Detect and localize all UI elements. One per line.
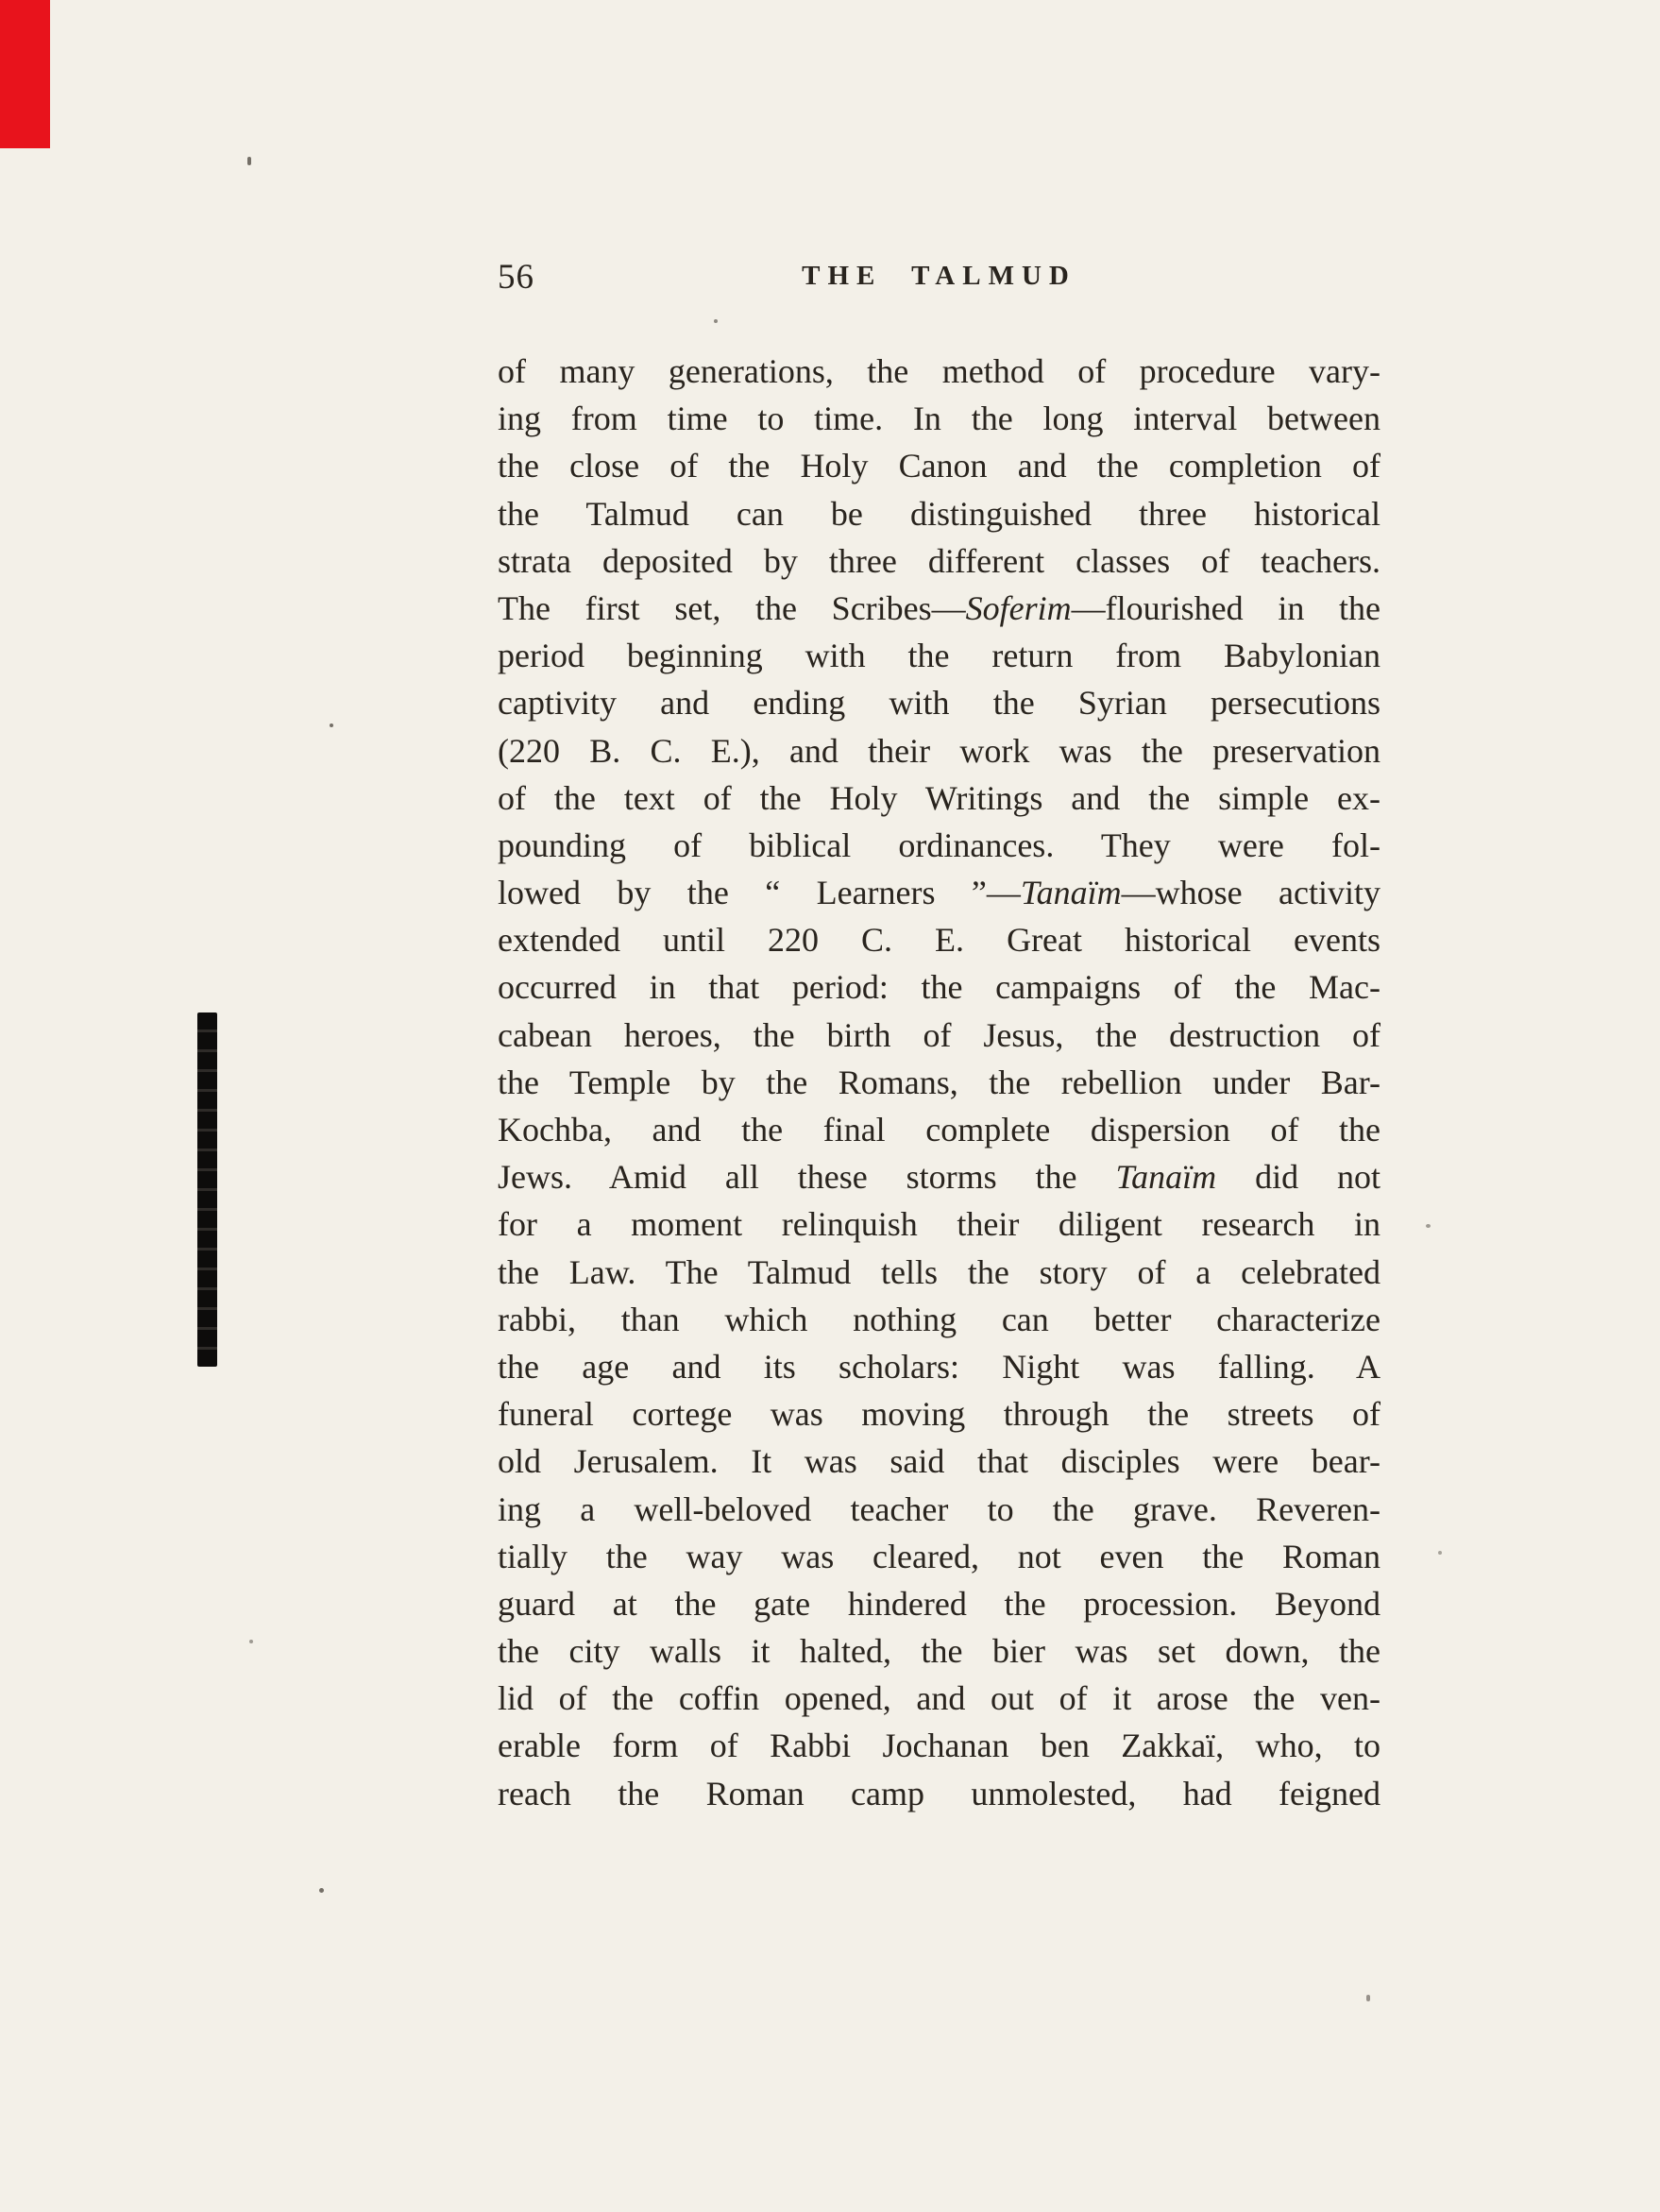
text-line: [498, 679, 1381, 726]
text-line: [498, 348, 1381, 395]
text-line: [498, 1438, 1381, 1485]
text-segment: for a moment relinquish their diligent research in: [498, 1205, 1381, 1244]
text-segment: occurred in that period: the campaigns of the Mac-: [498, 968, 1381, 1007]
text-segment: did not: [1216, 1158, 1381, 1197]
text-line: [498, 1059, 1381, 1106]
text-line: [498, 1675, 1381, 1722]
text-line: [498, 395, 1381, 442]
text-segment: the close of the Holy Canon and the completion of: [498, 447, 1381, 485]
text-line: [498, 1390, 1381, 1438]
text-line: [498, 869, 1381, 916]
text-line: [498, 1153, 1381, 1200]
text-line: [498, 916, 1381, 963]
running-head-title: THE TALMUD: [802, 261, 1076, 291]
scan-speck: [1366, 1995, 1370, 2001]
italic-text-segment: Tanaïm: [1020, 874, 1122, 912]
text-line: [498, 1296, 1381, 1343]
black-mark-scan-artifact: [197, 1012, 217, 1367]
text-segment: ing from time to time. In the long interval between: [498, 400, 1381, 438]
text-line: [498, 490, 1381, 537]
text-line: [498, 727, 1381, 774]
text-segment: erable form of Rabbi Jochanan ben Zakkaï, who, to: [498, 1727, 1381, 1765]
text-line: [498, 442, 1381, 489]
text-line: [498, 1580, 1381, 1627]
italic-text-segment: Tanaïm: [1115, 1158, 1217, 1197]
text-segment: captivity and ending with the Syrian persecutions: [498, 684, 1381, 723]
text-segment: Kochba, and the final complete dispersion of the: [498, 1111, 1381, 1149]
text-line: [498, 1200, 1381, 1248]
text-segment: extended until 220 C. E. Great historical events: [498, 921, 1381, 960]
text-segment: lowed by the “ Learners ”—: [498, 874, 1021, 912]
text-segment: the city walls it halted, the bier was set down, the: [498, 1632, 1381, 1671]
text-line: [498, 822, 1381, 869]
running-head-row: [498, 257, 1381, 302]
text-segment: strata deposited by three different classes of teachers.: [498, 541, 1381, 580]
text-segment: the Law. The Talmud tells the story of a celebrated: [498, 1252, 1381, 1291]
text-segment: —flourished in the: [1071, 588, 1381, 627]
text-segment: the age and its scholars: Night was falling. A: [498, 1347, 1381, 1386]
scan-speck: [714, 319, 718, 323]
text-segment: cabean heroes, the birth of Jesus, the destruction of: [498, 1015, 1381, 1054]
red-stripe-scan-artifact: [0, 0, 50, 148]
text-line: [498, 585, 1381, 632]
text-segment: guard at the gate hindered the procession. Beyond: [498, 1584, 1381, 1623]
text-line: [498, 774, 1381, 822]
scan-speck: [330, 723, 333, 727]
text-segment: the Talmud can be distinguished three historical: [498, 494, 1381, 533]
text-line: [498, 1533, 1381, 1580]
text-line: [498, 537, 1381, 585]
text-segment: of many generations, the method of procedure vary-: [498, 352, 1381, 390]
text-line: [498, 1722, 1381, 1769]
text-segment: Jews. Amid all these storms the: [498, 1158, 1116, 1197]
text-segment: funeral cortege was moving through the streets of: [498, 1395, 1381, 1434]
text-segment: (220 B. C. E.), and their work was the preservation: [498, 731, 1381, 770]
text-line: [498, 1012, 1381, 1059]
italic-text-segment: Soferim: [965, 588, 1072, 627]
text-segment: reach the Roman camp unmolested, had feigned: [498, 1774, 1381, 1812]
scan-speck: [1426, 1224, 1431, 1228]
text-line: [498, 1249, 1381, 1296]
text-line: [498, 632, 1381, 679]
page-number: 56: [498, 258, 534, 297]
text-line: [498, 1627, 1381, 1675]
scan-speck: [319, 1888, 324, 1893]
text-line: [498, 1343, 1381, 1390]
text-segment: pounding of biblical ordinances. They were fol-: [498, 825, 1381, 864]
text-segment: of the text of the Holy Writings and the simple ex-: [498, 778, 1381, 817]
text-line: [498, 1770, 1381, 1817]
text-segment: —whose activity: [1121, 874, 1381, 912]
text-segment: tially the way was cleared, not even the Roman: [498, 1537, 1381, 1575]
text-segment: old Jerusalem. It was said that disciples were bear-: [498, 1442, 1381, 1481]
text-segment: rabbi, than which nothing can better characterize: [498, 1300, 1381, 1338]
scan-speck: [1438, 1551, 1442, 1555]
text-segment: The first set, the Scribes—: [498, 588, 966, 627]
scan-speck: [249, 1640, 253, 1643]
text-segment: the Temple by the Romans, the rebellion under Bar-: [498, 1063, 1381, 1101]
body-text: [498, 348, 1381, 1817]
text-line: [498, 963, 1381, 1011]
text-segment: period beginning with the return from Babylonian: [498, 637, 1381, 675]
text-line: [498, 1486, 1381, 1533]
text-segment: ing a well-beloved teacher to the grave. Reveren-: [498, 1489, 1381, 1528]
text-line: [498, 1106, 1381, 1153]
scan-speck: [247, 157, 251, 165]
text-segment: lid of the coffin opened, and out of it arose the ven-: [498, 1679, 1381, 1718]
